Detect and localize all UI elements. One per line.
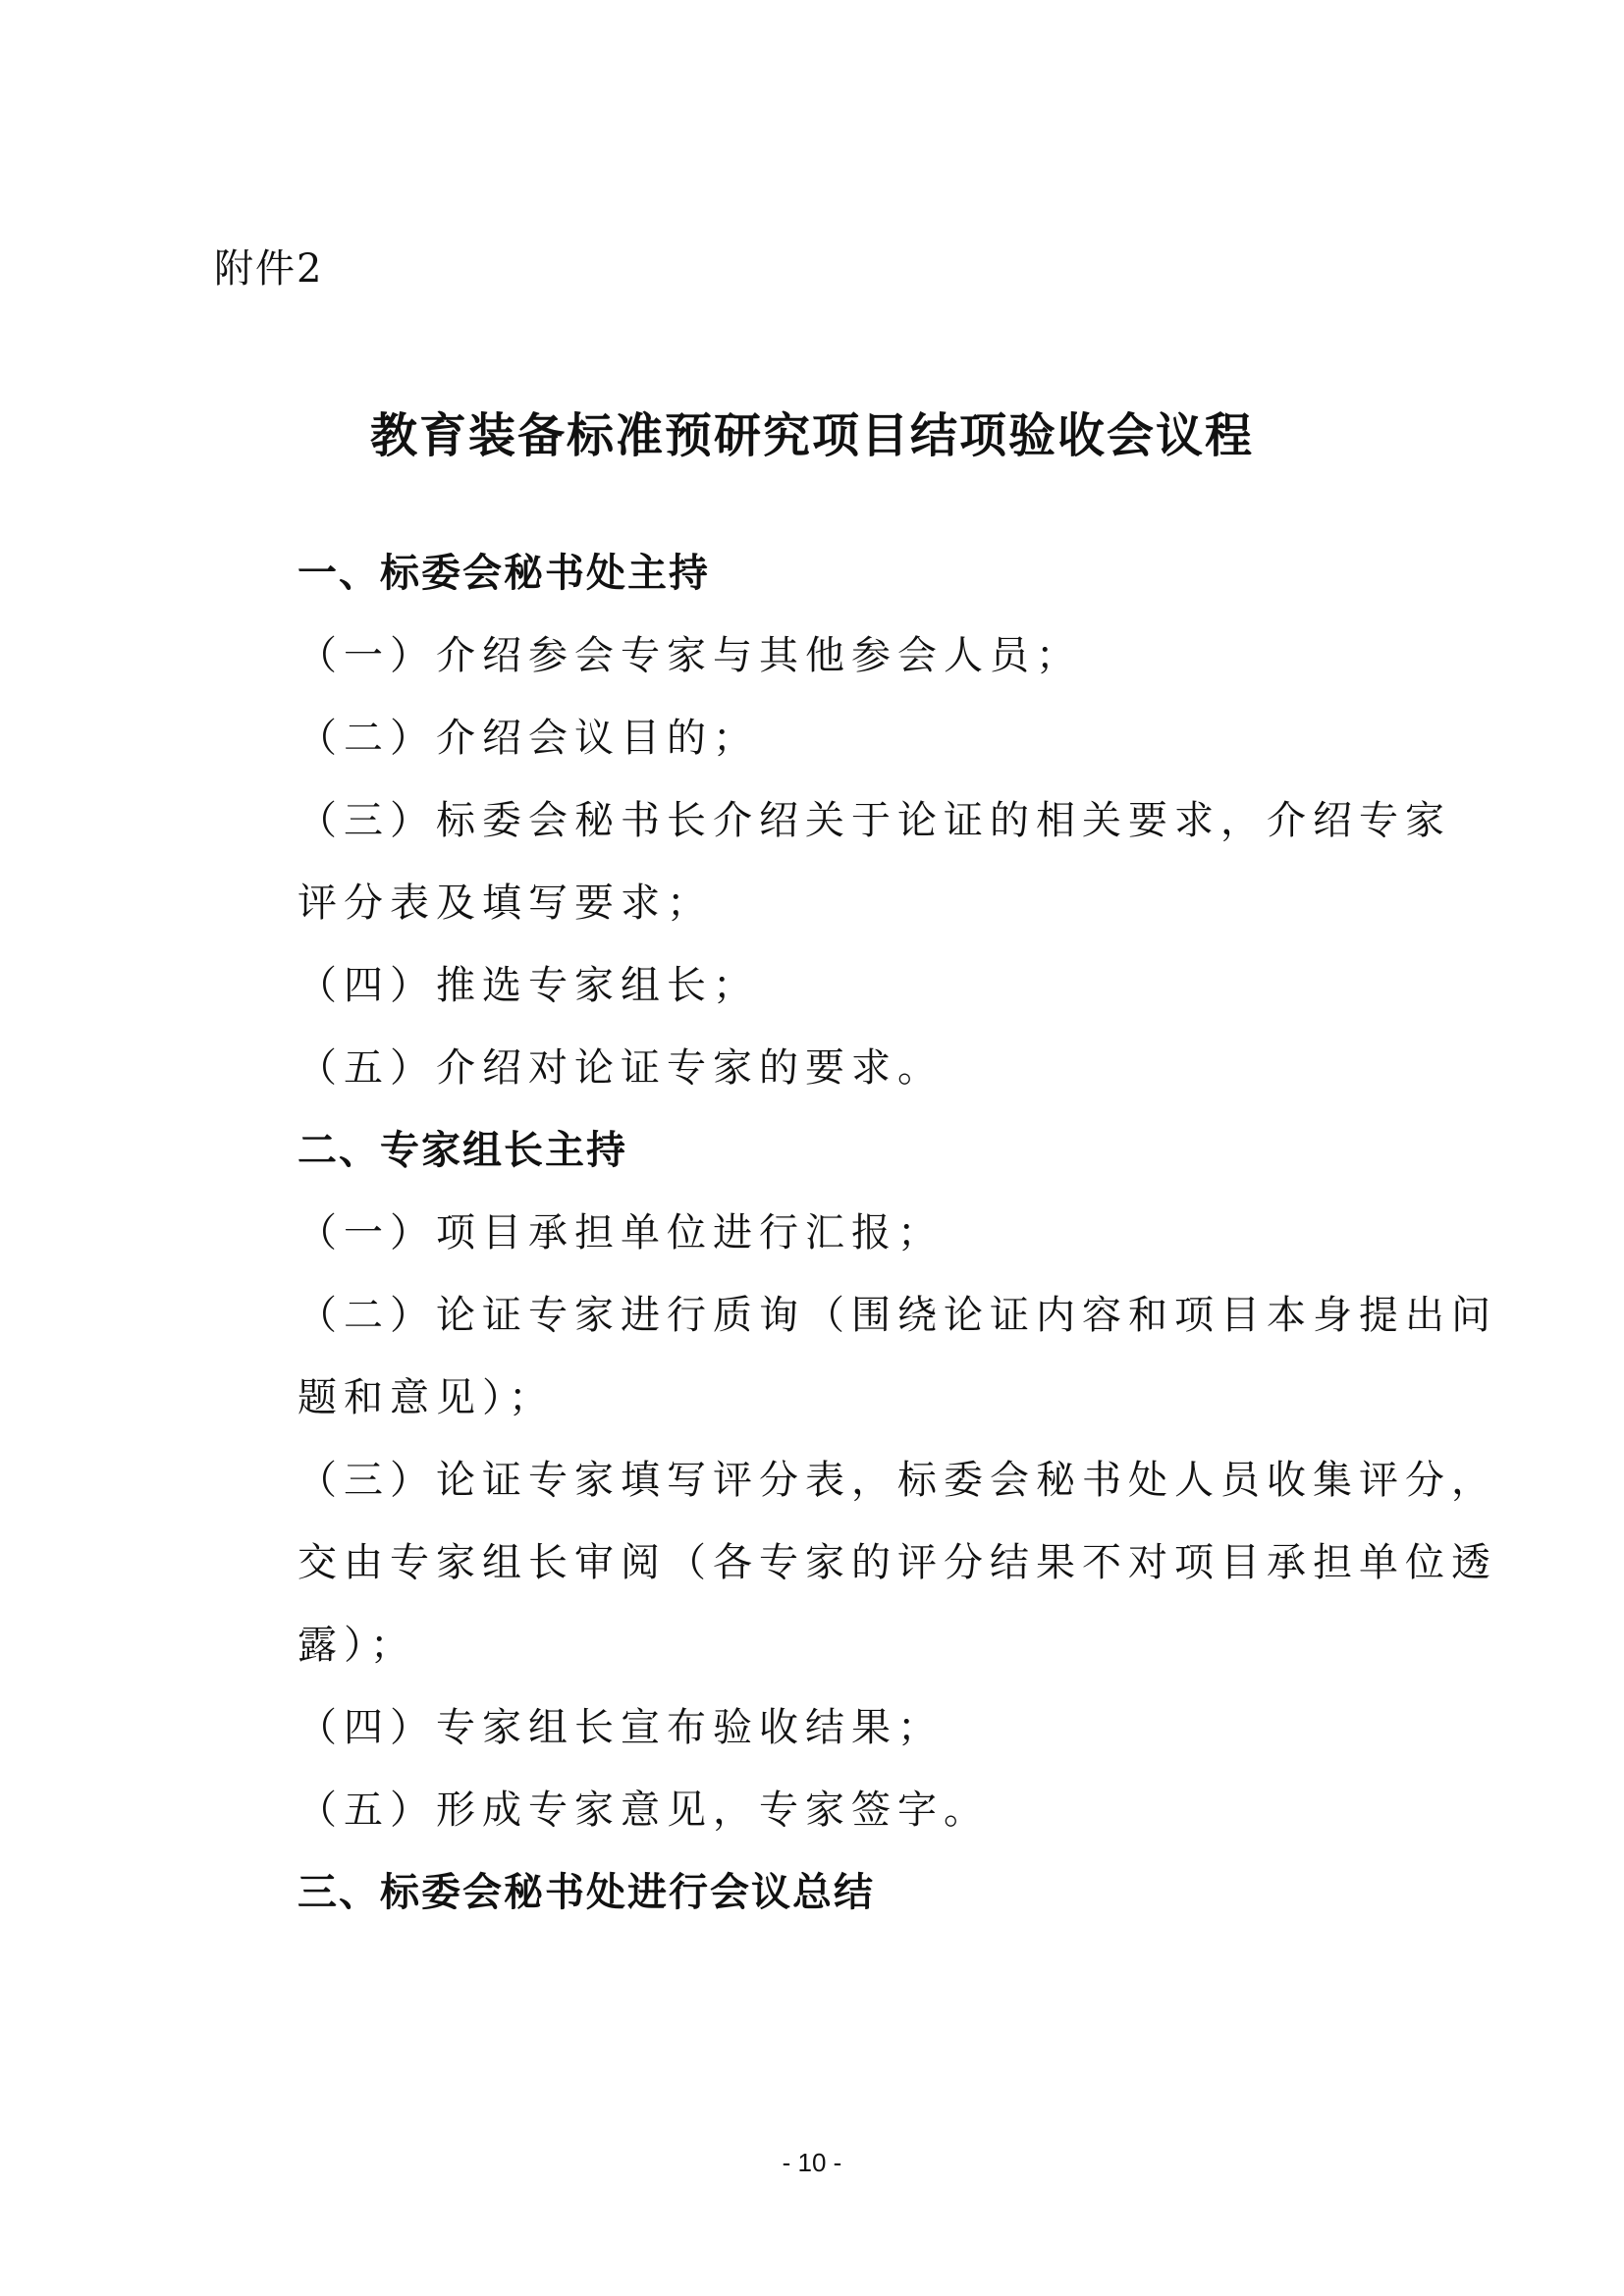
agenda-item-2-2-line-1: （二）论证专家进行质询（围绕论证内容和项目本身提出问 bbox=[298, 1293, 1497, 1338]
agenda-item-1-3-line-1: （三）标委会秘书长介绍关于论证的相关要求，介绍专家 bbox=[298, 798, 1451, 843]
agenda-body bbox=[298, 532, 1497, 1934]
page-number: - 10 - bbox=[782, 2148, 842, 2177]
document-title: 教育装备标准预研究项目结项验收会议程 bbox=[369, 408, 1254, 463]
agenda-item-2-5: （五）形成专家意见，专家签字。 bbox=[298, 1788, 990, 1833]
agenda-item-1-1: （一）介绍参会专家与其他参会人员； bbox=[298, 633, 1082, 678]
agenda-item-1-2: （二）介绍会议目的； bbox=[298, 716, 759, 761]
agenda-item-2-4: （四）专家组长宣布验收结果； bbox=[298, 1705, 944, 1750]
section-heading-2: 二、专家组长主持 bbox=[298, 1128, 627, 1173]
agenda-item-1-5: （五）介绍对论证专家的要求。 bbox=[298, 1045, 944, 1091]
agenda-item-2-3-line-3: 露）； bbox=[298, 1623, 416, 1668]
agenda-item-2-3-line-1: （三）论证专家填写评分表，标委会秘书处人员收集评分， bbox=[298, 1458, 1497, 1503]
attachment-label: 附件2 bbox=[214, 246, 324, 292]
agenda-item-1-3-line-2: 评分表及填写要求； bbox=[298, 881, 713, 926]
agenda-item-2-2-line-2: 题和意见）； bbox=[298, 1375, 555, 1420]
section-heading-1: 一、标委会秘书处主持 bbox=[298, 551, 710, 596]
agenda-item-2-3-line-2: 交由专家组长审阅（各专家的评分结果不对项目承担单位透 bbox=[298, 1540, 1497, 1585]
agenda-item-1-4: （四）推选专家组长； bbox=[298, 963, 759, 1008]
agenda-item-2-1: （一）项目承担单位进行汇报； bbox=[298, 1210, 944, 1255]
section-heading-3: 三、标委会秘书处进行会议总结 bbox=[298, 1870, 875, 1915]
